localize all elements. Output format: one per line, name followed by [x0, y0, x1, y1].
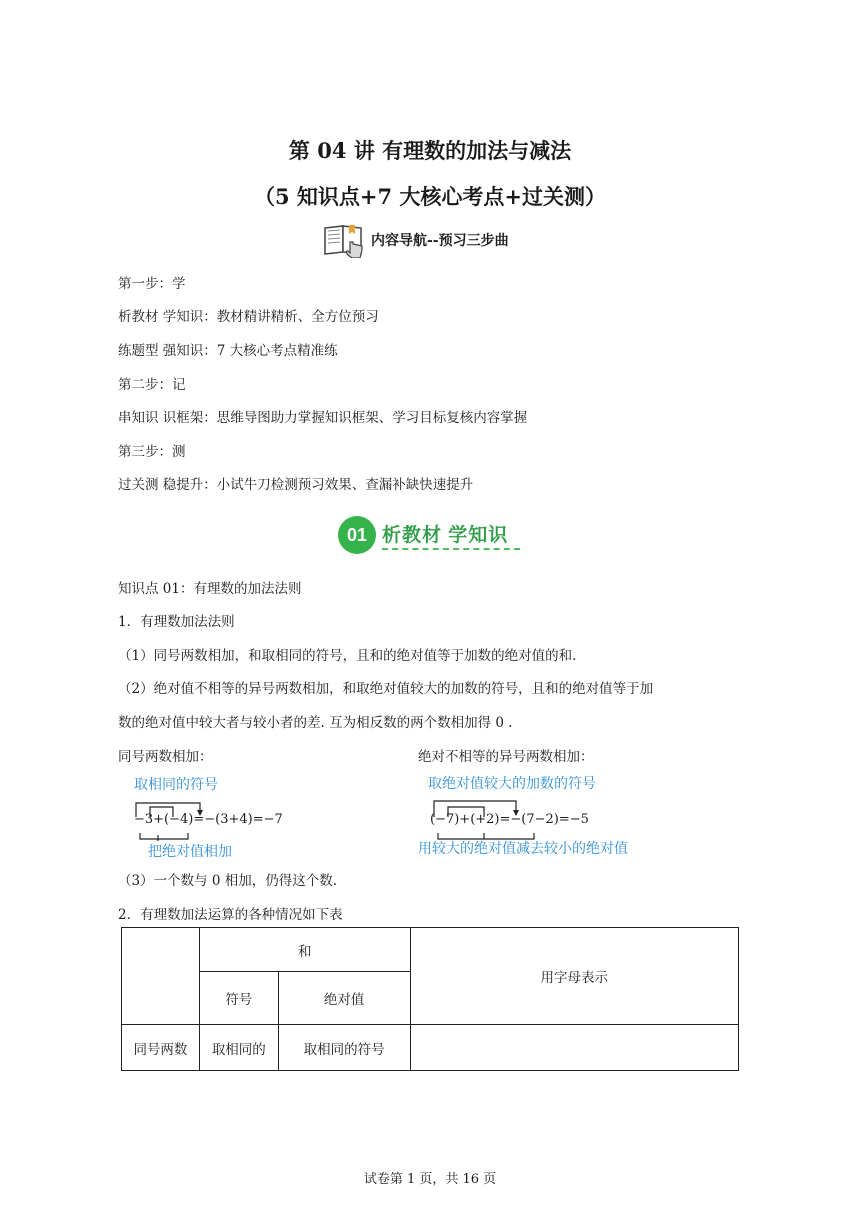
right-bottom-note: 用较大的绝对值减去较小的绝对值	[418, 841, 628, 857]
rule-2-line-2: 数的绝对值中较大者与较小者的差. 互为相反数的两个数相加得 0 .	[118, 715, 513, 731]
step-item: 第二步：记	[118, 377, 186, 393]
left-top-note: 取相同的符号	[134, 777, 218, 793]
book-icon	[322, 222, 368, 258]
knowledge-point-title: 知识点 01：有理数的加法法则	[118, 581, 302, 597]
rule-heading: 1．有理数加法法则	[118, 614, 235, 630]
left-equation: −3+(−4)=−(3+4)=−7	[134, 812, 283, 827]
table-cell	[410, 1025, 738, 1071]
step-item: 过关测 稳提升：小试牛刀检测预习效果、查漏补缺快速提升	[118, 477, 474, 493]
rule-1: （1）同号两数相加，和取相同的符号，且和的绝对值等于加数的绝对值的和.	[118, 648, 577, 664]
table-corner-cell	[122, 928, 200, 1025]
left-bottom-note: 把绝对值相加	[148, 844, 232, 860]
left-caption: 同号两数相加：	[118, 749, 213, 765]
table-heading: 2．有理数加法运算的各种情况如下表	[118, 907, 343, 923]
table-header-row	[122, 928, 739, 972]
page-footer: 试卷第 1 页，共 16 页	[363, 1172, 497, 1187]
step-item: 第一步：学	[118, 276, 186, 292]
table-cell: 取相同的符号	[278, 1025, 410, 1071]
page-subtitle: （5 知识点+7 大核心考点+过关测）	[253, 184, 607, 209]
section-underline	[382, 548, 520, 550]
step-item: 第三步：测	[118, 444, 186, 460]
step-item: 析教材 学知识：教材精讲精析、全方位预习	[118, 309, 379, 325]
section-number: 01	[338, 516, 376, 554]
section-label: 析教材 学知识	[382, 525, 509, 546]
step-item: 练题型 强知识：7 大核心考点精准练	[118, 343, 338, 359]
addition-cases-table	[121, 927, 739, 1071]
table-cell: 同号两数	[122, 1025, 200, 1071]
section-badge	[338, 514, 524, 556]
nav-label: 内容导航--预习三步曲	[371, 233, 509, 249]
header-abs: 绝对值	[278, 972, 410, 1025]
table-row	[122, 1025, 739, 1071]
right-top-note: 取绝对值较大的加数的符号	[428, 776, 596, 792]
header-sum: 和	[199, 928, 410, 972]
rule-2-line-1: （2）绝对值不相等的异号两数相加，和取绝对值较大的加数的符号，且和的绝对值等于加	[118, 681, 654, 697]
right-equation: (−7)+(+2)=−(7−2)=−5	[430, 812, 589, 827]
step-item: 串知识 识框架：思维导图助力掌握知识框架、学习目标复核内容掌握	[118, 410, 528, 426]
header-letter: 用字母表示	[410, 928, 738, 1025]
content-nav	[322, 222, 509, 258]
right-caption: 绝对不相等的异号两数相加：	[418, 749, 594, 765]
rule-3: （3）一个数与 0 相加，仍得这个数.	[118, 873, 338, 889]
header-sign: 符号	[199, 972, 278, 1025]
page-title: 第 04 讲 有理数的加法与减法	[288, 138, 572, 163]
table-cell: 取相同的	[199, 1025, 278, 1071]
